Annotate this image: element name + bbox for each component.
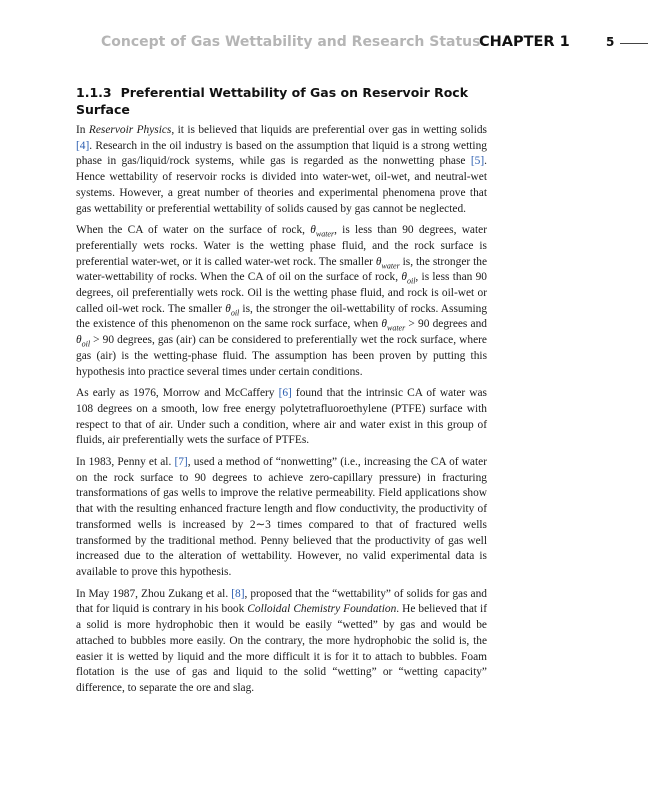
theta-oil-symbol: $\theta_{oil}$ <box>225 302 240 318</box>
paragraph-2: When the CA of water on the surface of rock, $\theta_{water}$, is less than 90 degrees, water preferentially wets rocks. Water is the wetting phase fluid, and the rock surface is preferential water-wet, or it is called water-wet rock. The smaller $\theta_{water}$ is, the stronger the water-wettability of rocks. When the CA of oil on the surface of rock, $\theta_{oil}$, is less than 90 degrees, oil preferentially wets rock. Oil is the wetting phase fluid, and rock is oil-wet or called oil-wet rock. The smaller $\theta_{oil}$ is, the stronger the oil-wettability of rocks. Assuming the existence of this phenomenon on the same rock surface, when $\theta_{water} > 90$ degrees and $\theta_{oil} > 90$ degrees, gas (air) can be considered to preferentially wet the rock surface, where gas (air) is the wetting-phase fluid. The assumption has been proven by putting this hypothesis into practice several times under certain conditions. <box>76 224 488 378</box>
page-content <box>76 84 487 703</box>
running-title: Concept of Gas Wettability and Research Status <box>101 34 481 50</box>
book-title-colloidal-chemistry: Colloidal Chemistry Foundation <box>247 603 397 616</box>
theta-water-symbol: $\theta_{water}$ <box>310 224 335 239</box>
theta-oil-symbol: $\theta_{oil}$ <box>76 334 91 349</box>
reference-link-8[interactable]: [8] <box>231 587 245 600</box>
reference-link-4[interactable]: [4] <box>76 139 90 152</box>
chapter-label: CHAPTER 1 <box>479 34 570 50</box>
section-title: Preferential Wettability of Gas on Reservoir Rock Surface <box>76 85 469 117</box>
reference-link-6[interactable]: [6] <box>278 387 292 400</box>
section-number: 1.1.3 <box>76 85 112 100</box>
section-heading <box>76 84 487 118</box>
header-rule <box>620 43 648 44</box>
theta-oil-symbol: $\theta_{oil}$ <box>401 271 416 286</box>
page-number: 5 <box>606 35 615 49</box>
running-header <box>0 32 648 54</box>
book-title-reservoir-physics: Reservoir Physics <box>88 124 172 136</box>
reference-link-7[interactable]: [7] <box>174 456 188 469</box>
paragraph-1: In Reservoir Physics, it is believed that liquids are preferential over gas in wetting solids [4]. Research in the oil industry is based on the assumption that liquid is a strong wetting phase in gas/liquid/rock systems, while gas is regarded as the nonwetting phase [5]. Hence wettability of reservoir rocks is divided into water-wet, oil-wet, and neutral-wet systems. However, a great number of theories and experimental phenomena prove that gas wettability or preferential wettability of solids caused by gas cannot be neglected. <box>76 124 487 215</box>
paragraph-4: In 1983, Penny et al. [7], used a method of “nonwetting” (i.e., increasing the CA of water on the rock surface to 90 degrees to achieve zero-capillary pressure) in fracturing transformations of gas wells to improve the relative permeability. Field applications show that with the resulting enhanced fracture length and flow conductivity, the productivity of transformed wells is increased by 2∼3 times compared to that of fractured wells transformed by the traditional method. Penny believed that the productivity of gas well increased due to the alteration of wettability. However, no valid experimental data is available to prove this hypothesis. <box>76 456 487 578</box>
paragraph-5: In May 1987, Zhou Zukang et al. [8], proposed that the “wettability” of solids for gas and that for liquid is contrary in his book Colloidal Chemistry Foundation. He believed that if a solid is more hydrophobic then it would be easily “wetted” by gas and would be attached to bubbles more easily. On the contrary, the more hydrophobic the solid is, the easier it is wetted by liquid and the more difficult it is for it to attach to bubbles. Foam flotation is the use of gas and liquid to the solid “wetting” or “wetting capacity” difference, to separate the ore and slag. <box>76 587 488 694</box>
theta-water-symbol: $\theta_{water}$ <box>375 255 400 270</box>
paragraph-3: As early as 1976, Morrow and McCaffery [6] found that the intrinsic CA of water was 108 degrees on a smooth, low free energy polytetrafluoroethylene (PTFE) surface with respect to that of air. Under such a condition, where air and water exist in this group of fluids, air preferentially wets the surface of PTFEs. <box>76 387 487 447</box>
reference-link-5[interactable]: [5] <box>470 155 485 168</box>
theta-water-symbol: $\theta_{water}$ <box>381 318 406 333</box>
